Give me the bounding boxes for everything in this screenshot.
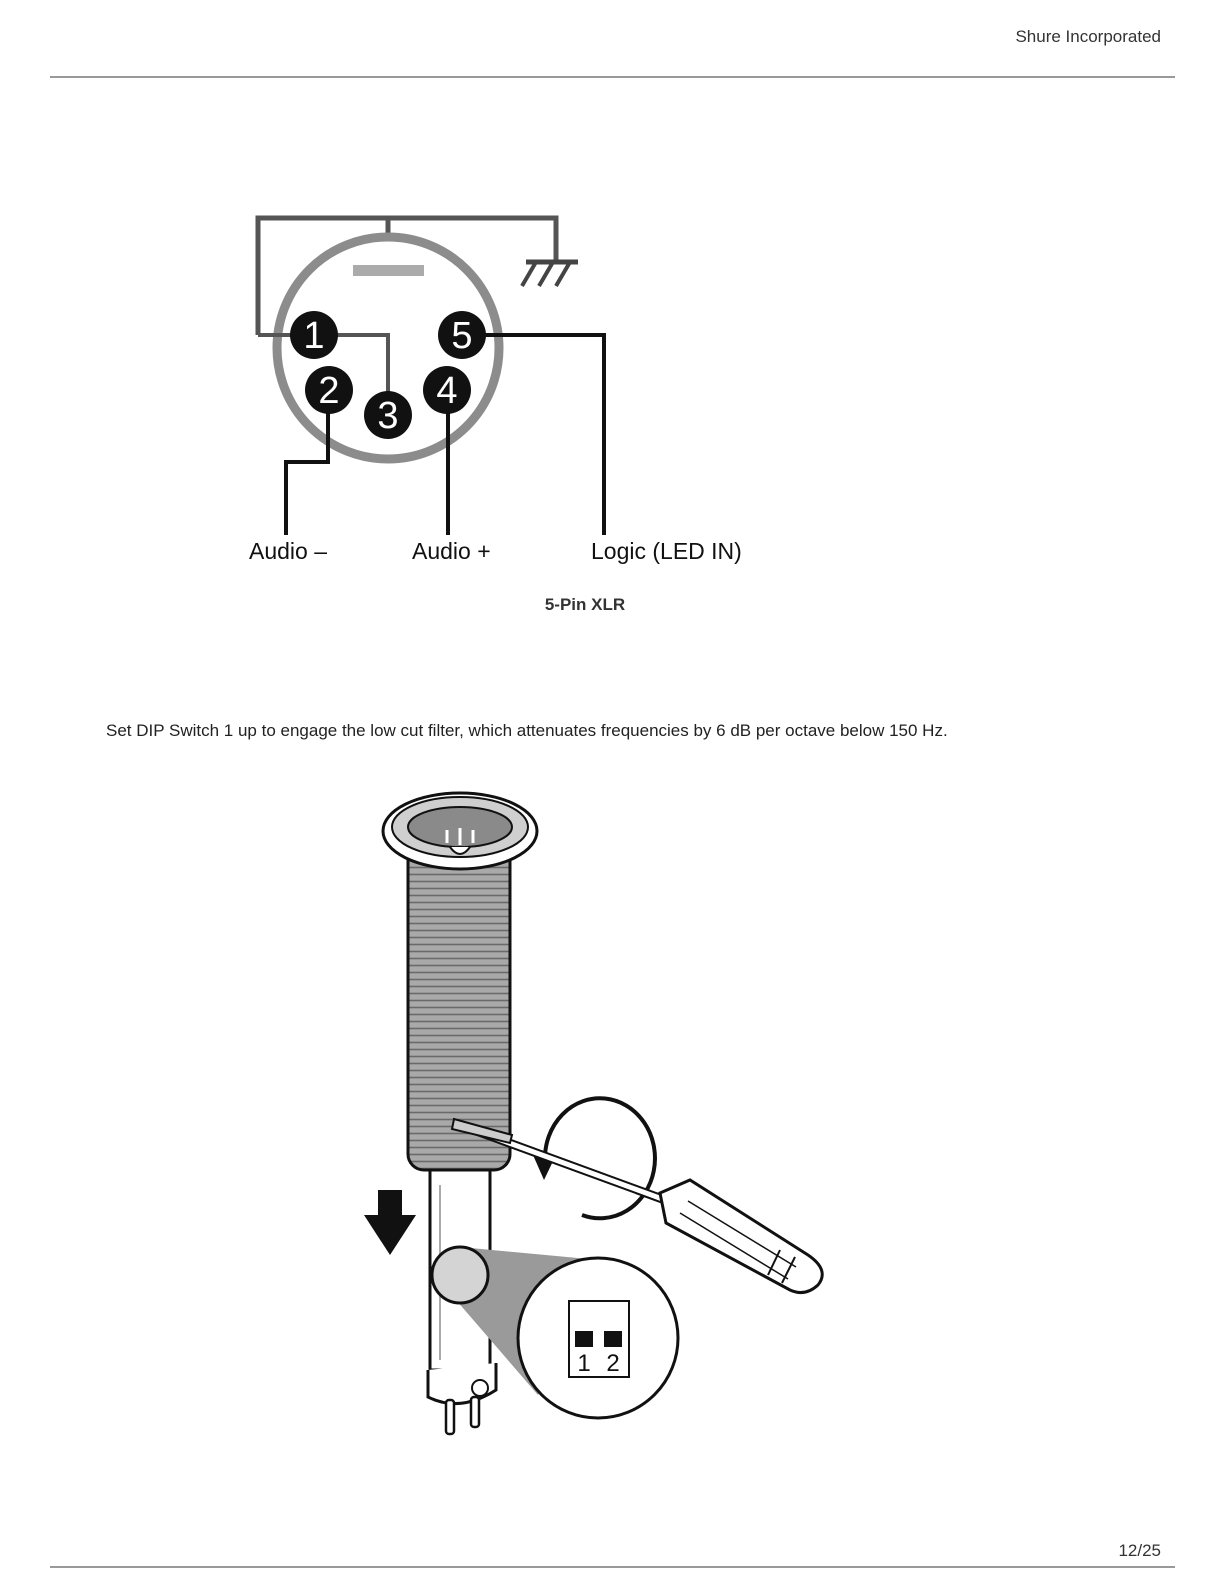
pin-4 <box>423 366 471 414</box>
dip-label-1: 1 <box>577 1350 591 1377</box>
zoom-source-circle <box>432 1247 488 1303</box>
mounting-flange <box>383 793 537 869</box>
dip-switch-illustration <box>350 785 840 1445</box>
logic-wire <box>462 335 604 535</box>
dip-switch <box>569 1301 629 1377</box>
pin-2 <box>305 366 353 414</box>
xlr-pinout-diagram <box>230 200 790 580</box>
header-divider <box>50 76 1175 78</box>
svg-text:4: 4 <box>436 370 458 412</box>
dip-label-2: 2 <box>606 1350 620 1377</box>
connector-key <box>353 265 424 276</box>
pin-1 <box>290 311 338 359</box>
footer-divider <box>50 1566 1175 1568</box>
figure-caption: 5-Pin XLR <box>544 595 626 614</box>
logic-label: Logic (LED IN) <box>591 538 742 564</box>
xlr-pinout-graphic <box>230 200 790 580</box>
svg-text:2: 2 <box>318 370 340 412</box>
xlr-connector-end <box>428 1363 496 1434</box>
pin-5 <box>438 311 486 359</box>
svg-text:5: 5 <box>451 315 473 357</box>
dip-switch-1 <box>575 1331 593 1347</box>
audio-minus-label: Audio – <box>249 538 328 564</box>
page-number: 12/25 <box>1118 1541 1161 1560</box>
down-arrow-icon <box>364 1190 416 1255</box>
dip-switch-graphic <box>350 785 840 1445</box>
pin-3 <box>364 391 412 439</box>
dip-switch-2 <box>604 1331 622 1347</box>
svg-text:1: 1 <box>303 315 325 357</box>
svg-text:3: 3 <box>377 395 399 437</box>
ground-icon <box>522 262 578 286</box>
dip-switch-instruction: Set DIP Switch 1 up to engage the low cut filter, which attenuates frequencies by 6 dB per octave below 150 Hz. <box>106 721 948 740</box>
header-company-name: Shure Incorporated <box>1015 27 1161 46</box>
audio-plus-label: Audio + <box>412 538 491 564</box>
